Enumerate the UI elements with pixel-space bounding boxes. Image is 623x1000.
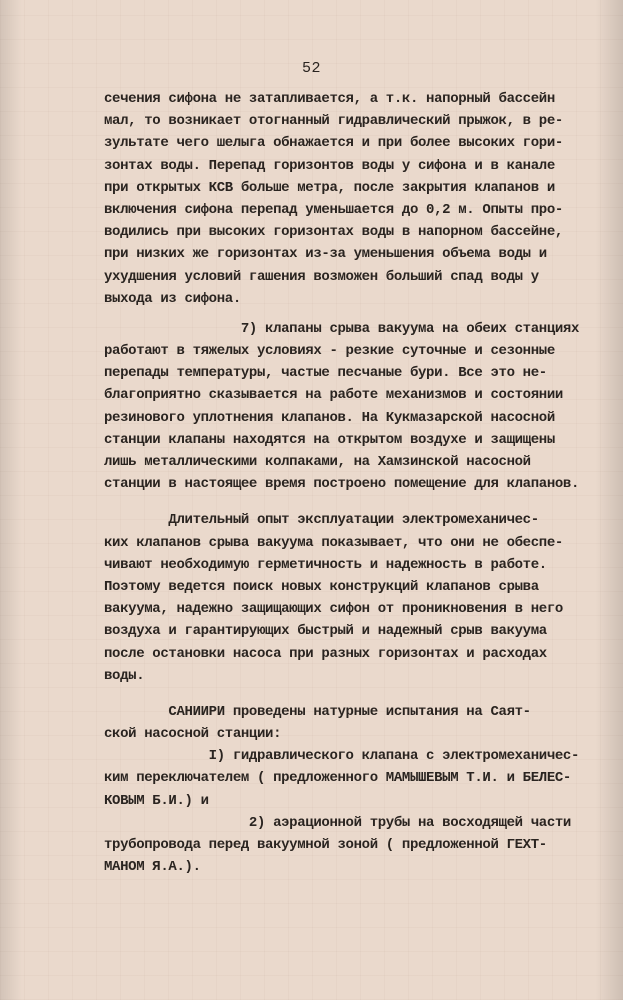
paragraph-gap [104, 310, 580, 318]
text-line: ской насосной станции: [104, 726, 282, 743]
text-line: 2) аэрационной трубы на восходящей части [104, 814, 571, 831]
text-line: ким переключателем ( предложенного МАМЫШЕВЫМ Т.И. и БЕЛЕС- [104, 770, 571, 787]
text-line: ких клапанов срыва вакуума показывает, что они не обеспе- [104, 534, 563, 551]
paragraph-gap [104, 687, 580, 701]
text-line: выхода из сифона. [104, 290, 241, 307]
text-line: благоприятно сказывается на работе механизмов и состоянии [104, 387, 563, 404]
page-number: 52 [301, 60, 321, 77]
body-text [104, 88, 580, 878]
text-line: станции в настоящее время построено помещение для клапанов. [104, 476, 580, 493]
paragraph [104, 701, 580, 879]
paragraph [104, 509, 580, 687]
text-line: воды. [104, 667, 145, 684]
text-line: мал, то возникает отогнанный гидравлический прыжок, в ре- [104, 113, 563, 130]
text-line: чивают необходимую герметичность и надежность в работе. [104, 556, 547, 573]
text-line: станции клапаны находятся на открытом воздухе и защищены [104, 431, 555, 448]
text-line: зультате чего шелыга обнажается и при более высоких гори- [104, 135, 563, 152]
text-line: работают в тяжелых условиях - резкие суточные и сезонные [104, 343, 555, 360]
text-line: при открытых КСВ больше метра, после закрытия клапанов и [104, 179, 555, 196]
text-line: сечения сифона не затапливается, а т.к. напорный бассейн [104, 91, 555, 107]
text-line: лишь металлическими колпаками, на Хамзинской насосной [104, 454, 531, 470]
text-line: ухудшения условий гашения возможен больший спад воды у [104, 268, 539, 285]
text-line: 7) клапаны срыва вакуума на обеих станциях [104, 320, 580, 337]
text-line: перепады температуры, частые песчаные бури. Все это не- [104, 365, 547, 382]
text-line: при низких же горизонтах из-за уменьшения объема воды и [104, 246, 547, 263]
text-line: Поэтому ведется поиск новых конструкций клапанов срыва [104, 578, 539, 595]
text-line: после остановки насоса при разных горизонтах и расходах [104, 645, 547, 662]
text-line: вакуума, надежно защищающих сифон от проникновения в него [104, 601, 563, 618]
paragraph [104, 318, 580, 496]
text-line: включения сифона перепад уменьшается до 0,2 м. Опыты про- [104, 201, 563, 218]
text-line: Длительный опыт эксплуатации электромеханичес- [104, 512, 539, 529]
text-line: МАНОМ Я.А.). [104, 859, 201, 876]
text-line: трубопровода перед вакуумной зоной ( предложенной ГЕХТ- [104, 837, 547, 853]
text-line: зонтах воды. Перепад горизонтов воды у сифона и в канале [104, 157, 555, 174]
text-line: I) гидравлического клапана с электромеханичес- [104, 748, 580, 765]
paragraph-gap [104, 495, 580, 509]
text-line: КОВЫМ Б.И.) и [104, 792, 209, 809]
text-line: САНИИРИ проведены натурные испытания на Саят- [104, 703, 531, 720]
paragraph [104, 88, 580, 310]
text-line: резинового уплотнения клапанов. На Кукмазарской насосной [104, 409, 555, 426]
text-line: воздуха и гарантирующих быстрый и надежный срыв вакуума [104, 623, 547, 640]
text-line: водились при высоких горизонтах воды в напорном бассейне, [104, 224, 563, 241]
